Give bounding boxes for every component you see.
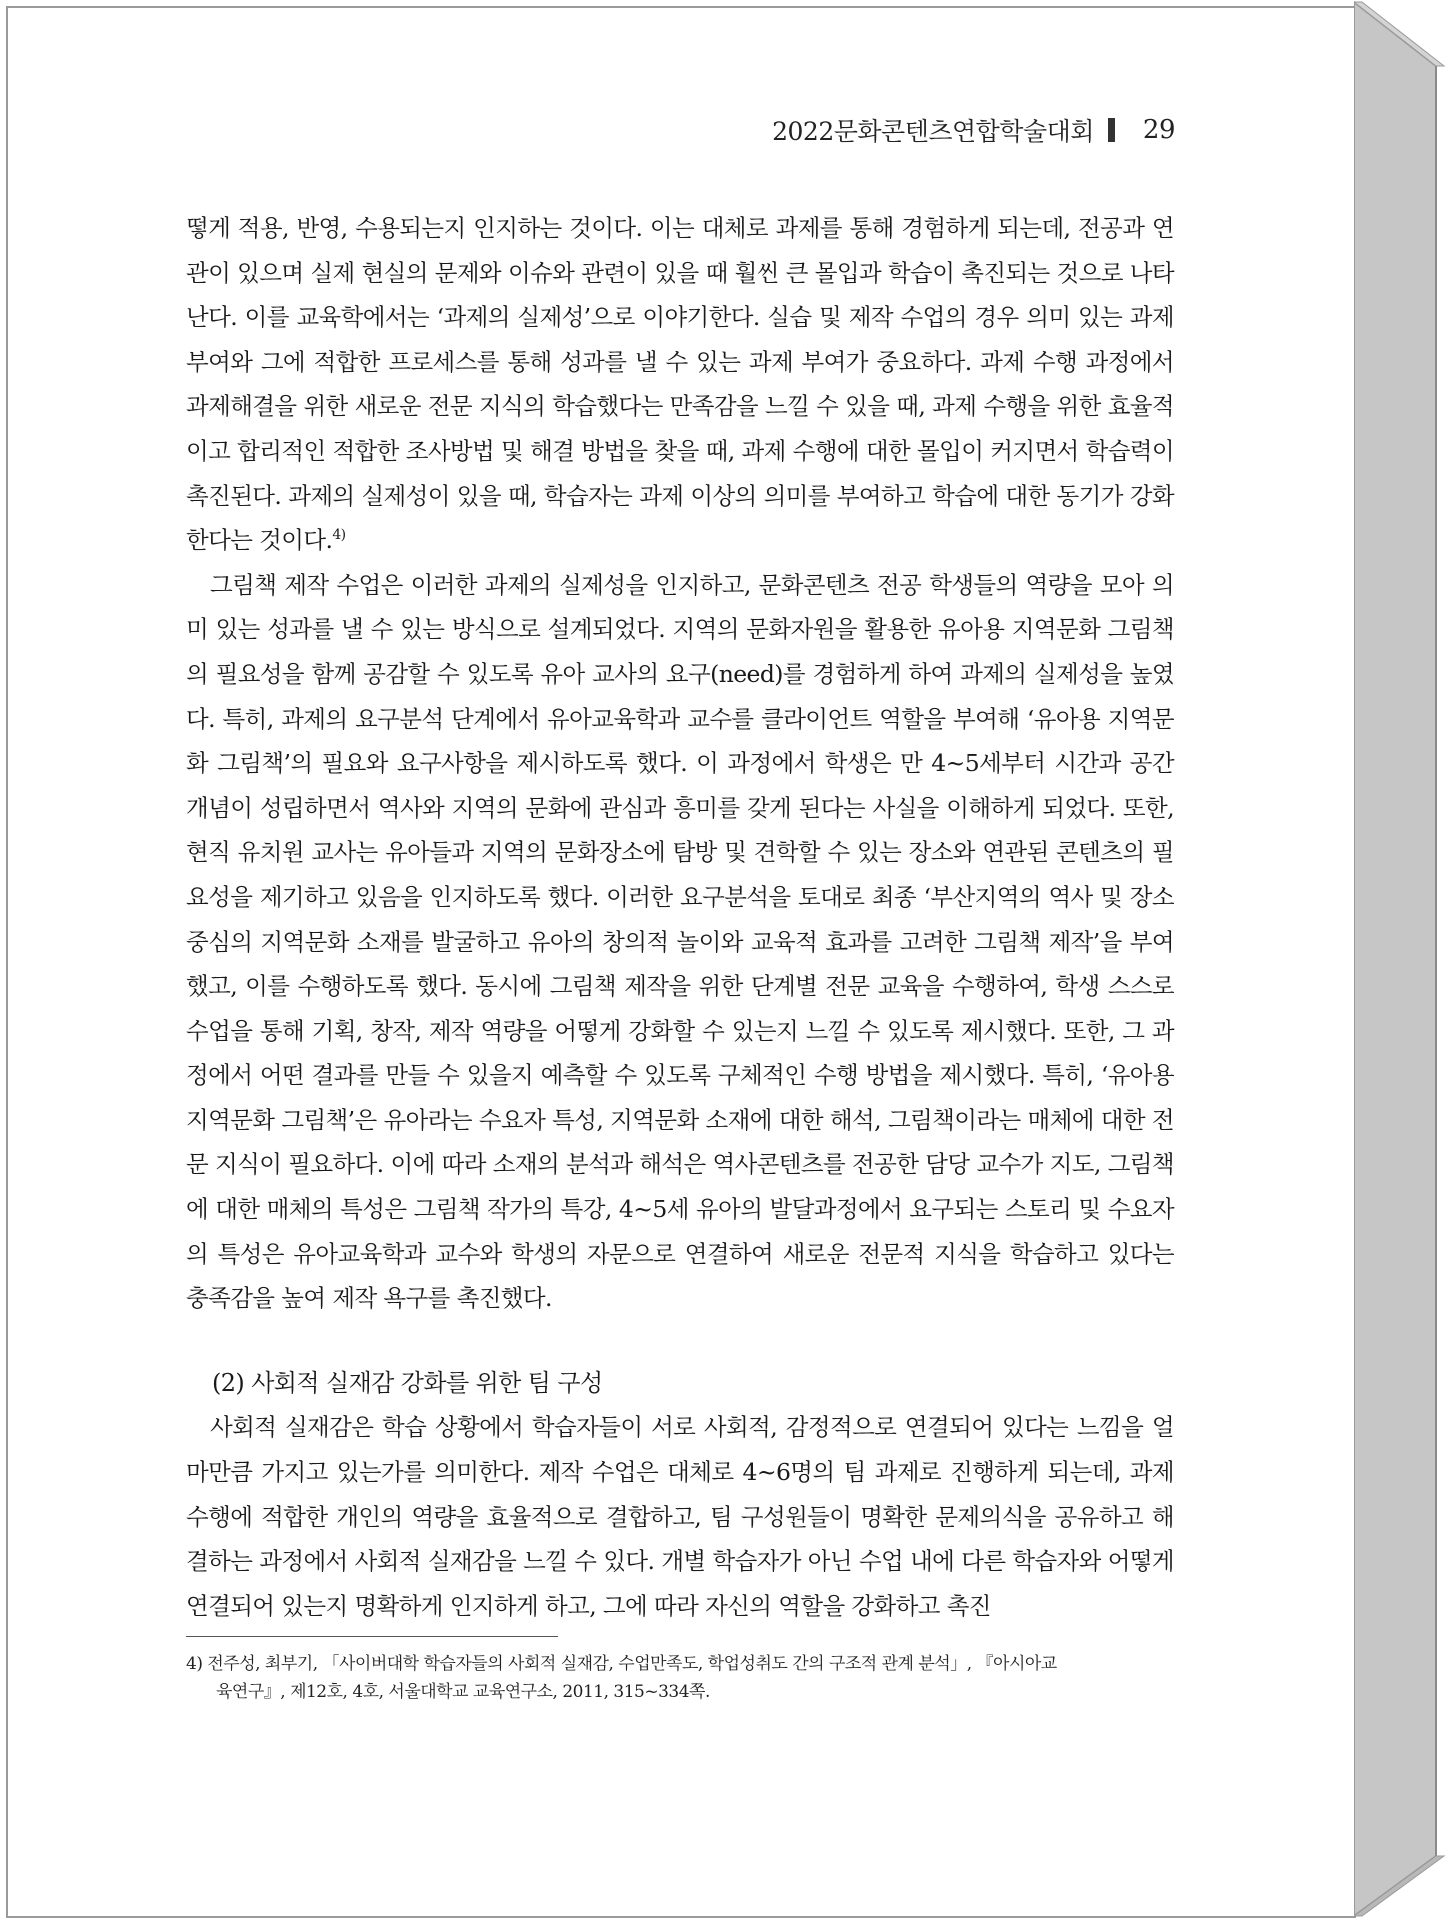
footnote-line: 육연구』, 제12호, 4호, 서울대학교 교육연구소, 2011, 315~334쪽. <box>216 1682 710 1702</box>
footnote-reference: 4) <box>332 527 346 544</box>
paragraph: 그림책 제작 수업은 이러한 과제의 실제성을 인지하고, 문화콘텐츠 전공 학생들의 역량을 모아 의미 있는 성과를 낼 수 있는 방식으로 설계되었다. 지역의 문화자원을 활용한 유아용 지역문화 그림책의 필요성을 함께 공감할 수 있도록 유아 교사의 요구(need)를 경험하게 하여 과제의 실제성을 높였다. 특히, 과제의 요구분석 단계에서 유아교육학과 교수를 클라이언트 역할을 부여해 ‘유아용 지역문화 그림책’의 필요와 요구사항을 제시하도록 했다. 이 과정에서 학생은 만 4~5세부터 시간과 공간 개념이 성립하면서 역사와 지역의 문화에 관심과 흥미를 갖게 된다는 사실을 이해하게 되었다. 또한, 현직 유치원 교사는 유아들과 지역의 문화장소에 탐방 및 견학할 수 있는 장소와 연관된 콘텐츠의 필요성을 제기하고 있음을 인지하도록 했다. 이러한 요구분석을 토대로 최종 ‘부산지역의 역사 및 장소 중심의 지역문화 소재를 발굴하고 유아의 창의적 놀이와 교육적 효과를 고려한 그림책 제작’을 부여했고, 이를 수행하도록 했다. 동시에 그림책 제작을 위한 단계별 전문 교육을 수행하여, 학생 스스로 수업을 통해 기획, 창작, 제작 역량을 어떻게 강화할 수 있는지 느낄 수 있도록 제시했다. 또한, 그 과정에서 어떤 결과를 만들 수 있을지 예측할 수 있도록 구체적인 수행 방법을 제시했다. 특히, ‘유아용 지역문화 그림책’은 유아라는 수요자 특성, 지역문화 소재에 대한 해석, 그림책이라는 매체에 대한 전문 지식이 필요하다. 이에 따라 소재의 분석과 해석은 역사콘텐츠를 전공한 담당 교수가 지도, 그림책에 대한 매체의 특성은 그림책 작가의 특강, 4~5세 유아의 발달과정에서 요구되는 스토리 및 수요자의 특성은 유아교육학과 교수와 학생의 자문으로 연결하여 새로운 전문적 지식을 학습하고 있다는 충족감을 높여 제작 욕구를 촉진했다. <box>186 570 1174 1313</box>
running-header <box>772 112 1175 148</box>
footnote-line: 4) 전주성, 최부기, 「사이버대학 학습자들의 사회적 실재감, 수업만족도, 학업성취도 간의 구조적 관계 분석」, 『아시아교 <box>186 1654 1057 1674</box>
body-text <box>186 206 1174 1628</box>
page-number: 29 <box>1142 115 1175 145</box>
paragraph: 사회적 실재감은 학습 상황에서 학습자들이 서로 사회적, 감정적으로 연결되어 있다는 느낌을 얼마만큼 가지고 있는가를 의미한다. 제작 수업은 대체로 4~6명의 팀 과제로 진행하게 되는데, 과제 수행에 적합한 개인의 역량을 효율적으로 결합하고, 팀 구성원들이 명확한 문제의식을 공유하고 해결하는 과정에서 사회적 실재감을 느낄 수 있다. 개별 학습자가 아닌 수업 내에 다른 학습자와 어떻게 연결되어 있는지 명확하게 인지하게 하고, 그에 따라 자신의 역할을 강화하고 촉진 <box>186 1413 1174 1620</box>
header-separator-bar <box>1108 118 1115 142</box>
footnote <box>186 1650 1176 1706</box>
footnote-divider <box>186 1636 558 1637</box>
section-heading: (2) 사회적 실재감 강화를 위한 팀 구성 <box>212 1368 603 1397</box>
paragraph <box>186 206 1174 563</box>
paragraph-text: 떻게 적용, 반영, 수용되는지 인지하는 것이다. 이는 대체로 과제를 통해 경험하게 되는데, 전공과 연관이 있으며 실제 현실의 문제와 이슈와 관련이 있을 때 훨씬 큰 몰입과 학습이 촉진되는 것으로 나타난다. 이를 교육학에서는 ‘과제의 실제성’으로 이야기한다. 실습 및 제작 수업의 경우 의미 있는 과제 부여와 그에 적합한 프로세스를 통해 성과를 낼 수 있는 과제 부여가 중요하다. 과제 수행 과정에서 과제해결을 위한 새로운 전문 지식의 학습했다는 만족감을 느낄 수 있을 때, 과제 수행을 위한 효율적이고 합리적인 적합한 조사방법 및 해결 방법을 찾을 때, 과제 수행에 대한 몰입이 커지면서 학습력이 촉진된다. 과제의 실제성이 있을 때, 학습자는 과제 이상의 의미를 부여하고 학습에 대한 동기가 강화한다는 것이다. <box>186 214 1174 555</box>
running-title: 2022문화콘텐츠연합학술대회 <box>772 117 1094 146</box>
book-side-edge <box>1354 0 1446 1922</box>
book-side-face <box>1354 2 1436 1916</box>
